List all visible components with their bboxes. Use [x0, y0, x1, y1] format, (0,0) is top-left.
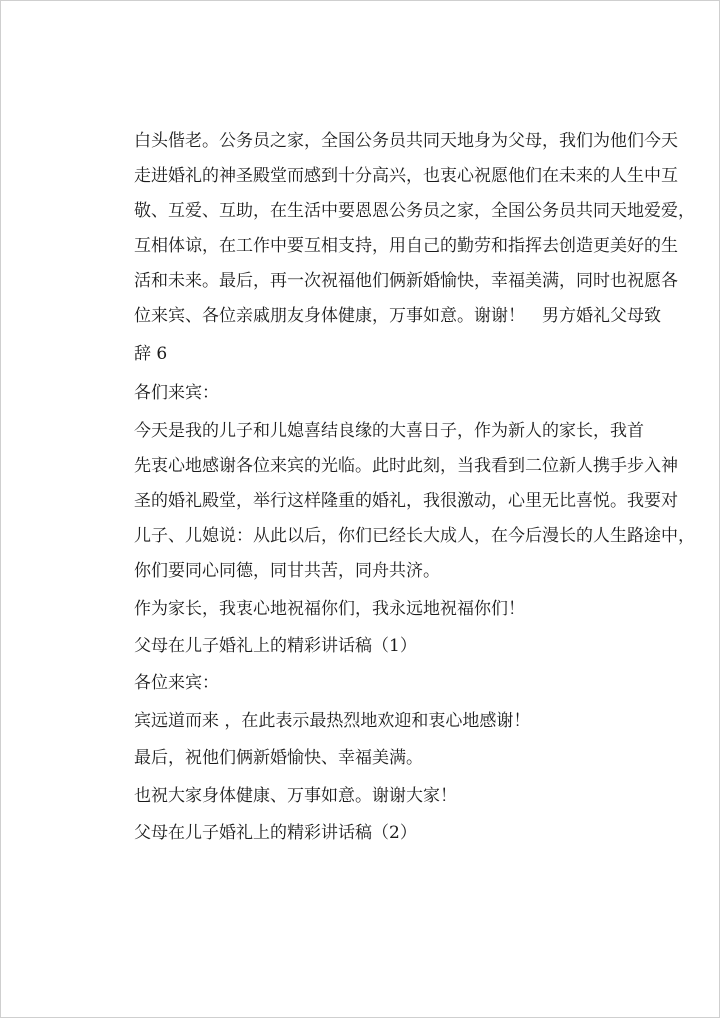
paragraph-line: 互相体谅，在工作中要互相支持，用自己的勤劳和指挥去创造更美好的生 [134, 236, 678, 256]
paragraph-line: 白头偕老。公务员之家，全国公务员共同天地身为父母，我们为他们今天 [134, 131, 678, 151]
section-heading: 父母在儿子婚礼上的精彩讲话稿（2） [134, 823, 417, 843]
paragraph-line: 今天是我的儿子和儿媳喜结良缘的大喜日子，作为新人的家长，我首 [134, 421, 644, 441]
paragraph-line: 圣的婚礼殿堂，举行这样隆重的婚礼，我很激动，心里无比喜悦。我要对 [134, 491, 678, 511]
paragraph-line: 敬、互爱、互助，在生活中要恩恩公务员之家，全国公务员共同天地爱爱， [134, 201, 695, 221]
salutation: 各位来宾： [134, 673, 219, 693]
paragraph-line: 儿子、儿媳说：从此以后，你们已经长大成人，在今后漫长的人生路途中， [134, 526, 695, 546]
paragraph-line: 先衷心地感谢各位来宾的光临。此时此刻，当我看到二位新人携手步入神 [134, 456, 678, 476]
paragraph-line: 活和未来。最后，再一次祝福他们俩新婚愉快，幸福美满，同时也祝愿各 [134, 271, 678, 291]
paragraph-line: 走进婚礼的神圣殿堂而感到十分高兴，也衷心祝愿他们在未来的人生中互 [134, 166, 678, 186]
paragraph-line: 最后，祝他们俩新婚愉快、幸福美满。 [134, 748, 423, 768]
paragraph-line: 位来宾、各位亲戚朋友身体健康，万事如意。谢谢！ 男方婚礼父母致 [134, 306, 661, 326]
paragraph-line: 也祝大家身体健康、万事如意。谢谢大家！ [134, 786, 457, 806]
paragraph-line: 辞 6 [134, 344, 168, 364]
section-heading: 父母在儿子婚礼上的精彩讲话稿（1） [134, 636, 417, 656]
paragraph-line: 宾远道而来 ，在此表示最热烈地欢迎和衷心地感谢！ [134, 711, 531, 731]
paragraph-line: 你们要同心同德，同甘共苦，同舟共济。 [134, 561, 440, 581]
salutation: 各们来宾： [134, 383, 219, 403]
paragraph-line: 作为家长，我衷心地祝福你们，我永远地祝福你们！ [134, 599, 525, 619]
